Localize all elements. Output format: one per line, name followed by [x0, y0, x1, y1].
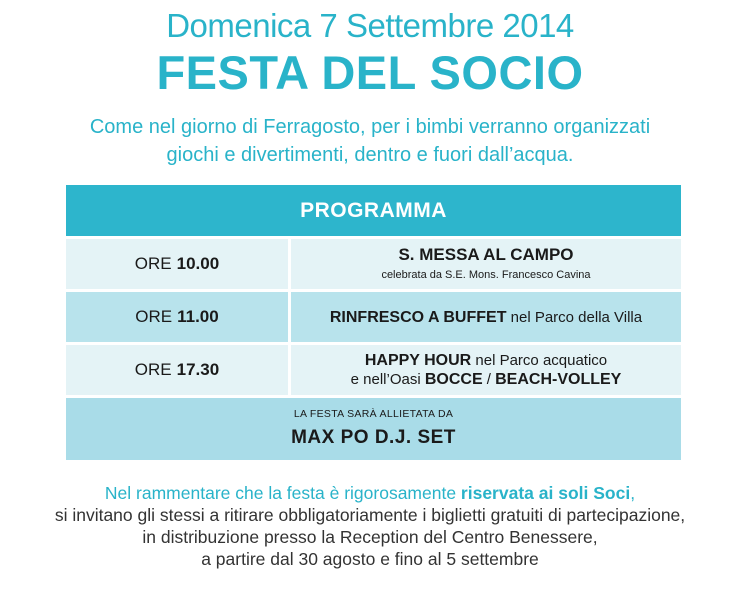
notice-line-2: si invitano gli stessi a ritirare obbligatoriamente i biglietti gratuiti di partecipazione,: [54, 505, 686, 525]
entertainment-intro: LA FESTA SARÀ ALLIETATA DA: [293, 408, 454, 420]
notice-text: [20, 482, 720, 570]
time-value: 10.00: [176, 254, 220, 273]
event-subtitle: celebrata da S.E. Mons. Francesco Cavina: [381, 269, 591, 281]
time-value: 17.30: [176, 360, 220, 379]
event-name: RINFRESCO A BUFFET: [329, 308, 507, 326]
program-event: [291, 345, 681, 395]
intro-line-1: Come nel giorno di Ferragosto, per i bimbi verranno organizzati: [89, 116, 651, 138]
event-beach-volley: BEACH-VOLLEY: [495, 371, 622, 388]
program-event: [291, 292, 681, 342]
event-line: [365, 351, 607, 370]
program-heading: PROGRAMMA: [66, 185, 681, 239]
notice-line-1a: Nel rammentare che la festa è rigorosamente: [104, 483, 461, 503]
notice-line-1c: ,: [630, 483, 636, 503]
notice-line-1: [20, 482, 720, 504]
notice-line-4: a partire dal 30 agosto e fino al 5 settembre: [201, 549, 539, 569]
event-line2-prefix: e nell’Oasi: [350, 371, 425, 388]
notice-line-3: in distribuzione presso la Reception del Centro Benessere,: [142, 527, 598, 547]
event-bocce: BOCCE: [424, 371, 483, 388]
event-detail: nel Parco della Villa: [506, 308, 643, 326]
event-date: Domenica 7 Settembre 2014: [166, 7, 574, 44]
event-line-2: [351, 370, 622, 389]
event-name: HAPPY HOUR: [364, 352, 472, 369]
time-prefix: ORE: [134, 254, 172, 273]
time-prefix: ORE: [135, 307, 173, 326]
program-time: [66, 239, 291, 289]
intro-line-2: giochi e divertimenti, dentro e fuori dall’acqua.: [166, 144, 574, 166]
event-title: FESTA DEL SOCIO: [156, 46, 584, 99]
program-table: [66, 185, 681, 460]
event-detail: nel Parco acquatico: [471, 352, 608, 369]
program-time: [66, 292, 291, 342]
event-separator: /: [482, 371, 496, 388]
program-footer: [66, 398, 681, 460]
program-row: [66, 239, 681, 292]
entertainment-dj: MAX PO D.J. SET: [291, 427, 456, 448]
notice-highlight: riservata ai soli Soci: [460, 483, 631, 503]
program-event: [291, 239, 681, 289]
time-prefix: ORE: [134, 360, 172, 379]
event-line: [330, 308, 642, 327]
program-row: [66, 292, 681, 345]
time-value: 11.00: [177, 307, 219, 326]
intro-text: [30, 113, 710, 169]
event-name: S. MESSA AL CAMPO: [398, 245, 574, 264]
program-time: [66, 345, 291, 395]
program-row: [66, 345, 681, 398]
